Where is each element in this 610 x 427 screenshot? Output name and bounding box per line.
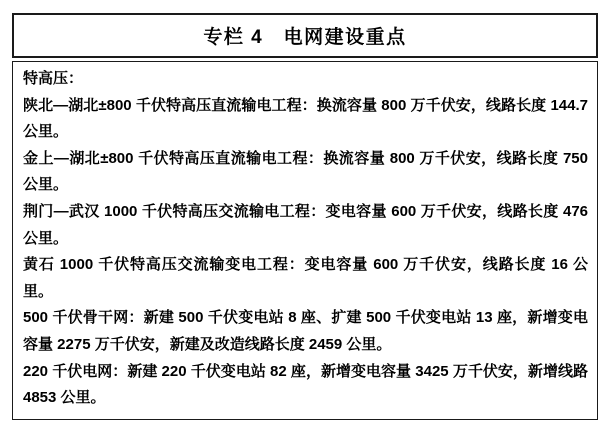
paragraph-uhv-header: 特高压： xyxy=(23,70,84,87)
paragraph-jingmen-wuhan-ac: 荆门—武汉 1000 千伏特高压交流输电工程：变电容量 600 万千伏安，线路长度 476 公里。 xyxy=(23,202,588,247)
panel-title: 专栏 4 电网建设重点 xyxy=(203,27,407,48)
paragraph-huangshi-ac: 黄石 1000 千伏特高压交流输变电工程：变电容量 600 万千伏安，线路长度 16 公里。 xyxy=(23,256,588,300)
panel-body xyxy=(12,61,598,420)
paragraph-220kv-grid: 220 千伏电网：新建 220 千伏变电站 82 座，新增变电容量 3425 万千伏安，新增线路 4853 公里。 xyxy=(23,362,588,407)
paragraph-jinshang-hubei-dc: 金上—湖北±800 千伏特高压直流输电工程：换流容量 800 万千伏安，线路长度 750 公里。 xyxy=(23,149,588,194)
paragraph-shanbei-hubei-dc: 陕北—湖北±800 千伏特高压直流输电工程：换流容量 800 万千伏安，线路长度 144.7 公里。 xyxy=(23,96,588,141)
panel-title-box xyxy=(12,13,598,58)
paragraph-500kv-backbone: 500 千伏骨干网：新建 500 千伏变电站 8 座、扩建 500 千伏变电站 13 座，新增变电容量 2275 万千伏安，新建及改造线路长度 2459 公里。 xyxy=(23,309,588,353)
